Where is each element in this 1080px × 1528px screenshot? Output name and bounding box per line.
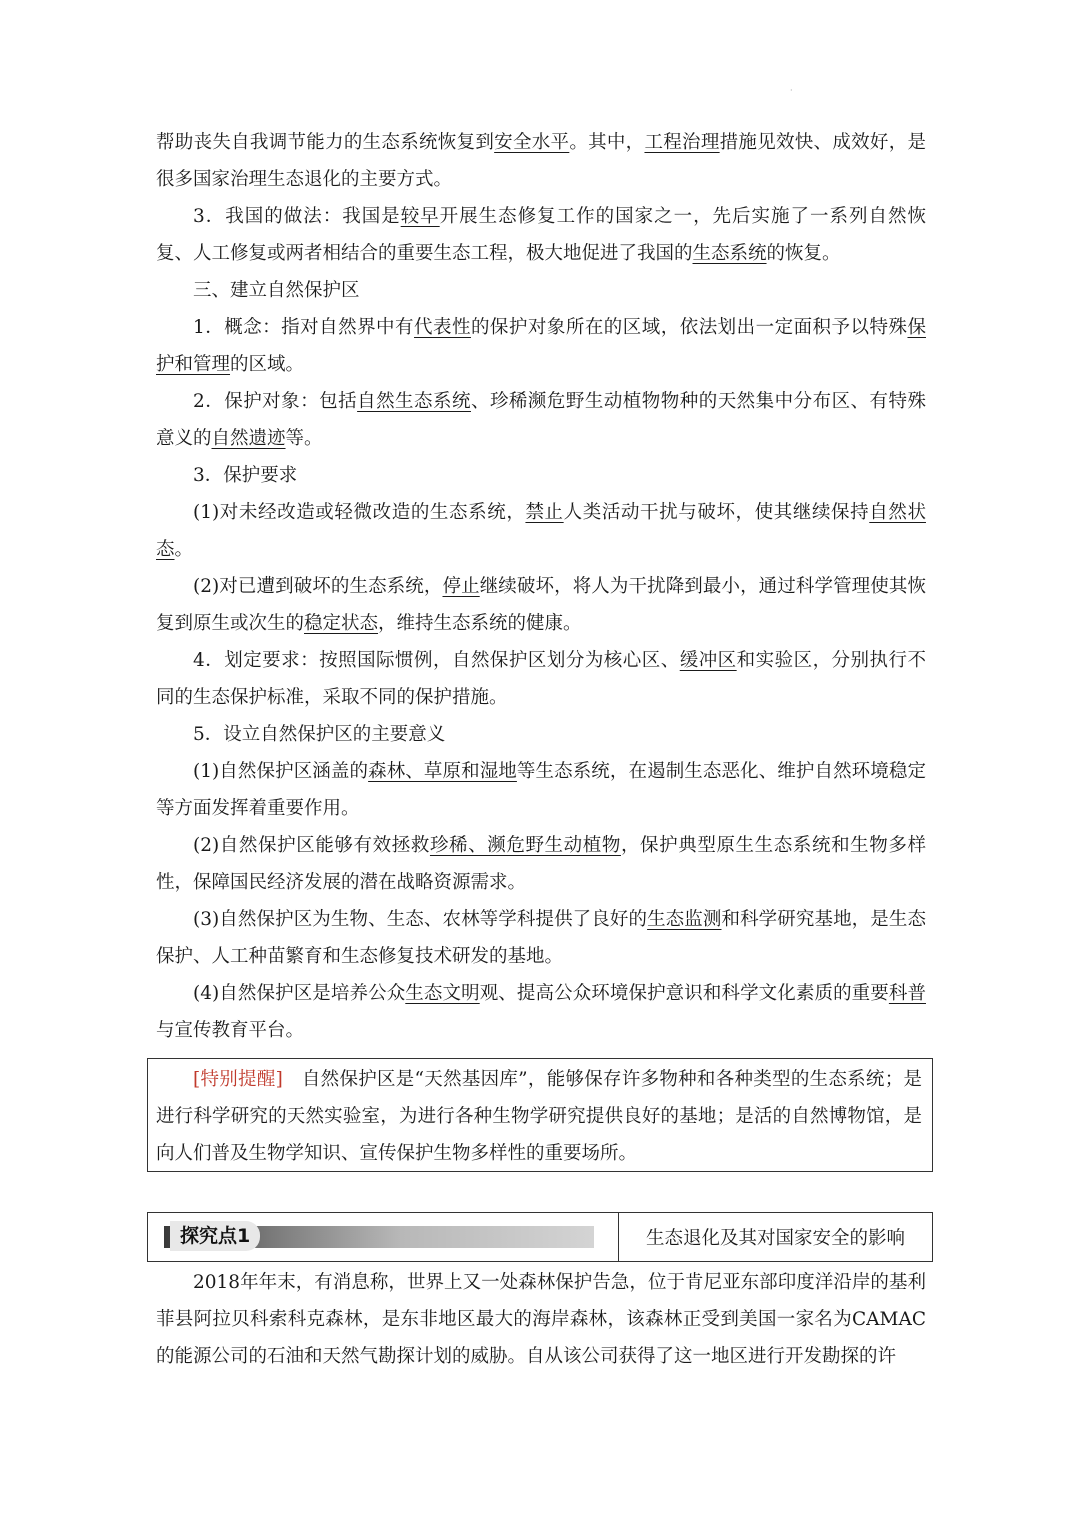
text-segment: 。其中， — [569, 132, 645, 153]
case-paragraph: 2018年年末，有消息称，世界上又一处森林保护告急，位于肯尼亚东部印度洋沿岸的基利菲县阿拉贝科索科克森林，是东非地区最大的海岸森林，该森林正受到美国一家名为CAMAC的能源公司的石油和天然气勘探计划的威胁。自从该公司获得了这一地区进行开发勘探的许 — [156, 1272, 926, 1367]
corner-mark: · — [790, 86, 793, 95]
key-term: 科普 — [888, 983, 926, 1004]
key-term: 停止 — [442, 576, 480, 597]
text-segment: 的保护对象所在的区域，依法划出一定面积予以特殊 — [470, 317, 908, 338]
text-segment: 人类活动干扰与破坏，使其继续保持 — [563, 502, 870, 523]
case-text — [156, 1264, 926, 1375]
explore-point-label: 探究点1 — [170, 1221, 260, 1251]
key-term: 禁止 — [525, 502, 564, 523]
special-reminder-tag: [特别提醒] — [193, 1069, 283, 1090]
text-segment: (2)对已遭到破坏的生态系统， — [193, 576, 443, 597]
key-term: 较早 — [400, 206, 440, 227]
key-term: 珍稀、濒危野生动植物 — [429, 835, 621, 856]
paragraph — [156, 827, 926, 901]
paragraph — [156, 383, 926, 457]
special-reminder-body: 自然保护区是“天然基因库”，能够保存许多物种和各种类型的生态系统；是进行科学研究的天然实验室，为进行各种生物学研究提供良好的基地；是活的自然博物馆，是向人们普及生物学知识、宣传保护生物多样性的重要场所。 — [156, 1069, 922, 1164]
key-term: 自然状态 — [156, 502, 926, 560]
special-reminder-text — [156, 1061, 922, 1172]
text-segment: 2．保护对象：包括 — [193, 391, 358, 412]
text-segment: (2)自然保护区能够有效拯救 — [193, 835, 430, 856]
text-segment: (3)自然保护区为生物、生态、农林等学科提供了良好的 — [193, 909, 648, 930]
paragraph — [156, 975, 926, 1049]
text-segment: ，维持生态系统的健康。 — [378, 613, 582, 634]
text-segment: 的区域。 — [230, 354, 305, 375]
key-term: 生态监测 — [647, 909, 722, 930]
paragraph — [156, 642, 926, 716]
paragraph — [156, 494, 926, 568]
key-term: 保护和管理 — [156, 317, 926, 375]
key-term: 自然生态系统 — [357, 391, 471, 412]
text-segment: 开展生态修复工作的国家之一，先后实施了一系列自然恢复、人工修复或两者相结合的重要生态工程，极大地促进了我国的 — [156, 206, 926, 264]
explore-point-banner — [148, 1213, 619, 1261]
text-segment: 5．设立自然保护区的主要意义 — [193, 724, 446, 745]
special-reminder-box — [147, 1058, 933, 1172]
paragraph — [156, 272, 926, 309]
text-segment: 继续破坏，将人为干扰降到最小，通过科学管理使其恢复到原生或次生的 — [156, 576, 926, 634]
text-segment: 、珍稀濒危野生动植物物种的天然集中分布区、有特殊意义的 — [156, 391, 926, 449]
text-segment: 措施见效快、成效好，是很多国家治理生态退化的主要方式。 — [156, 132, 926, 190]
text-segment: (4)自然保护区是培养公众 — [193, 983, 406, 1004]
text-segment: 帮助丧失自我调节能力的生态系统恢复到 — [156, 132, 495, 153]
text-segment: ，保护典型原生生态系统和生物多样性，保障国民经济发展的潜在战略资源需求。 — [156, 835, 926, 893]
key-term: 工程治理 — [644, 132, 720, 153]
paragraph — [156, 716, 926, 753]
key-term: 生态文明 — [405, 983, 480, 1004]
paragraph — [156, 457, 926, 494]
text-segment: 4．划定要求：按照国际惯例，自然保护区划分为核心区、 — [193, 650, 680, 671]
body-text — [156, 124, 926, 1049]
text-segment: 和科学研究基地，是生态保护、人工种苗繁育和生态修复技术研发的基地。 — [156, 909, 926, 967]
paragraph — [156, 198, 926, 272]
text-segment: 等生态系统，在遏制生态恶化、维护自然环境稳定等方面发挥着重要作用。 — [156, 761, 926, 819]
paragraph — [156, 901, 926, 975]
text-segment: (1)对未经改造或轻微改造的生态系统， — [193, 502, 526, 523]
key-term: 代表性 — [414, 317, 471, 338]
text-segment: 三、建立自然保护区 — [193, 280, 360, 301]
text-segment: 1．概念：指对自然界中有 — [193, 317, 415, 338]
text-segment: 。 — [174, 539, 194, 560]
text-segment: 等。 — [285, 428, 323, 449]
text-segment: 观、提高公众环境保护意识和科学文化素质的重要 — [479, 983, 889, 1004]
text-segment: 与宣传教育平台。 — [156, 1020, 305, 1041]
text-segment: 的恢复。 — [766, 243, 841, 264]
explore-point-title: 生态退化及其对国家安全的影响 — [645, 1228, 905, 1249]
paragraph — [156, 753, 926, 827]
text-segment: (1)自然保护区涵盖的 — [193, 761, 369, 782]
text-segment: 3．我国的做法：我国是 — [193, 206, 401, 227]
text-segment: 和实验区，分别执行不同的生态保护标准，采取不同的保护措施。 — [156, 650, 926, 708]
paragraph — [156, 309, 926, 383]
text-segment: 3．保护要求 — [193, 465, 298, 486]
key-term: 森林、草原和湿地 — [368, 761, 517, 782]
paragraph — [156, 568, 926, 642]
key-term: 生态系统 — [692, 243, 767, 264]
explore-point-header — [147, 1212, 933, 1262]
key-term: 稳定状态 — [304, 613, 379, 634]
key-term: 自然遗迹 — [211, 428, 286, 449]
key-term: 缓冲区 — [679, 650, 737, 671]
paragraph — [156, 124, 926, 198]
key-term: 安全水平 — [494, 132, 570, 153]
